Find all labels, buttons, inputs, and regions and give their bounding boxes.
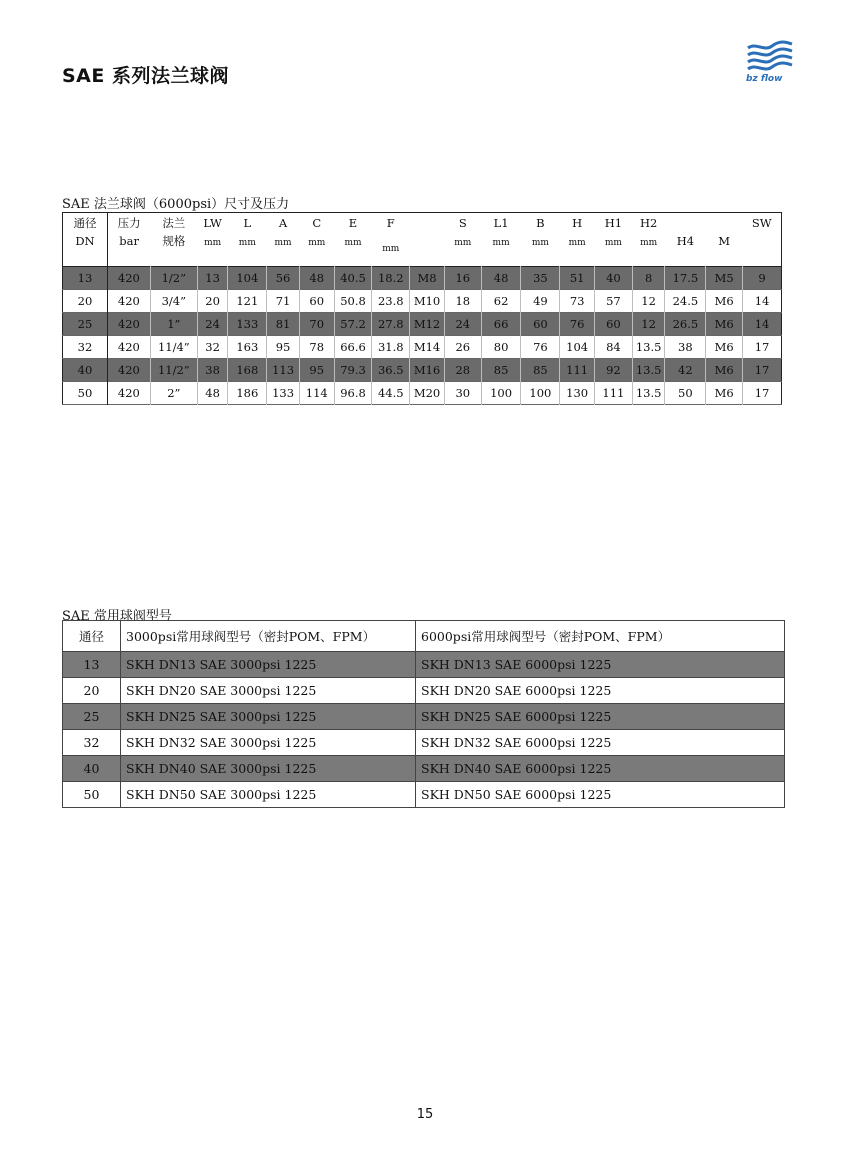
table-cell: M16 bbox=[410, 359, 445, 382]
table-cell: M6 bbox=[706, 313, 743, 336]
table-row bbox=[63, 782, 785, 808]
table-cell: 78 bbox=[299, 336, 334, 359]
table-cell: 130 bbox=[560, 382, 595, 405]
table-cell: 168 bbox=[228, 359, 267, 382]
table-cell: 1/2” bbox=[150, 267, 197, 290]
table-cell: 114 bbox=[299, 382, 334, 405]
table-cell: 24 bbox=[444, 313, 481, 336]
table-cell: 60 bbox=[521, 313, 560, 336]
dn-cell: 20 bbox=[63, 678, 121, 704]
header-label: B bbox=[536, 216, 545, 230]
model-cell: SKH DN20 SAE 3000psi 1225 bbox=[121, 678, 416, 704]
table-cell: 111 bbox=[595, 382, 633, 405]
header-label: H2 bbox=[639, 216, 658, 230]
table-cell: 113 bbox=[267, 359, 300, 382]
dimension-header-cell bbox=[107, 213, 150, 267]
dimension-header-cell bbox=[334, 213, 372, 267]
model-table bbox=[62, 620, 785, 808]
header-unit: DN bbox=[75, 234, 95, 248]
table-cell: 16 bbox=[444, 267, 481, 290]
table-cell: 81 bbox=[267, 313, 300, 336]
header-unit: mm bbox=[382, 244, 400, 254]
header-unit: mm bbox=[604, 238, 622, 248]
table-cell: 20 bbox=[197, 290, 228, 313]
dimension-table-caption: SAE 法兰球阀（6000psi）尺寸及压力 bbox=[62, 197, 290, 212]
dimension-header-cell bbox=[63, 213, 108, 267]
table-row bbox=[63, 678, 785, 704]
table-cell: M6 bbox=[706, 359, 743, 382]
model-header-cell: 通径 bbox=[63, 621, 121, 652]
dimension-header-cell bbox=[743, 213, 782, 267]
model-table-header bbox=[63, 621, 785, 652]
dimension-header-cell bbox=[267, 213, 300, 267]
table-cell: 1” bbox=[150, 313, 197, 336]
table-cell: 85 bbox=[521, 359, 560, 382]
table-cell: 133 bbox=[228, 313, 267, 336]
dimension-table bbox=[62, 212, 782, 405]
table-cell: 11/2” bbox=[150, 359, 197, 382]
wave-logo-icon bbox=[744, 40, 796, 74]
dimension-header-cell bbox=[665, 213, 706, 267]
table-cell: M14 bbox=[410, 336, 445, 359]
table-row bbox=[63, 313, 782, 336]
model-header-cell: 3000psi常用球阀型号（密封POM、FPM） bbox=[121, 621, 416, 652]
table-cell: 104 bbox=[228, 267, 267, 290]
table-cell: 48 bbox=[299, 267, 334, 290]
header-label: L1 bbox=[493, 216, 509, 230]
table-cell: 28 bbox=[444, 359, 481, 382]
table-row bbox=[63, 382, 782, 405]
table-cell: M20 bbox=[410, 382, 445, 405]
table-row bbox=[63, 756, 785, 782]
header-unit: mm bbox=[531, 238, 549, 248]
table-cell: 14 bbox=[743, 313, 782, 336]
table-cell: 420 bbox=[107, 336, 150, 359]
dimension-header-cell bbox=[481, 213, 521, 267]
header-unit: mm bbox=[238, 238, 256, 248]
header-unit: mm bbox=[568, 238, 586, 248]
table-row bbox=[63, 290, 782, 313]
header-label: E bbox=[348, 216, 358, 230]
table-cell: M12 bbox=[410, 313, 445, 336]
table-cell: 2” bbox=[150, 382, 197, 405]
header-unit: mm bbox=[454, 238, 472, 248]
table-cell: 17.5 bbox=[665, 267, 706, 290]
header-label: A bbox=[278, 216, 288, 230]
table-cell: M6 bbox=[706, 290, 743, 313]
table-cell: 100 bbox=[521, 382, 560, 405]
dn-cell: 50 bbox=[77, 386, 93, 400]
header-unit: mm bbox=[344, 238, 362, 248]
table-cell: 60 bbox=[595, 313, 633, 336]
table-cell: 27.8 bbox=[372, 313, 410, 336]
table-cell: 73 bbox=[560, 290, 595, 313]
table-row bbox=[63, 359, 782, 382]
header-unit: mm bbox=[640, 238, 658, 248]
table-cell: 3/4” bbox=[150, 290, 197, 313]
table-cell: 12 bbox=[632, 290, 665, 313]
header-label: L bbox=[243, 216, 252, 230]
table-cell: 186 bbox=[228, 382, 267, 405]
dimension-header-cell bbox=[372, 213, 410, 267]
table-cell: 17 bbox=[743, 382, 782, 405]
dimension-header-cell bbox=[197, 213, 228, 267]
table-cell: 420 bbox=[107, 359, 150, 382]
table-cell: 24.5 bbox=[665, 290, 706, 313]
logo-text: bz flow bbox=[746, 74, 783, 84]
table-cell: 76 bbox=[560, 313, 595, 336]
model-cell: SKH DN40 SAE 3000psi 1225 bbox=[121, 756, 416, 782]
dn-cell: 40 bbox=[63, 359, 108, 382]
table-cell: 30 bbox=[444, 382, 481, 405]
header-unit: M bbox=[718, 234, 731, 248]
table-row bbox=[63, 704, 785, 730]
table-cell: 12 bbox=[632, 313, 665, 336]
dimension-table-header bbox=[63, 213, 782, 267]
table-cell: 32 bbox=[197, 336, 228, 359]
table-cell: 57.2 bbox=[334, 313, 372, 336]
page-number: 15 bbox=[416, 1107, 434, 1122]
table-cell: 51 bbox=[560, 267, 595, 290]
table-cell: 50 bbox=[665, 382, 706, 405]
dn-cell: 32 bbox=[77, 340, 93, 354]
header-unit: mm bbox=[274, 238, 292, 248]
dimension-header-cell bbox=[410, 213, 445, 267]
dn-cell: 20 bbox=[77, 294, 93, 308]
table-row bbox=[63, 730, 785, 756]
table-cell: 9 bbox=[743, 267, 782, 290]
table-cell: 85 bbox=[481, 359, 521, 382]
model-table-caption: SAE 常用球阀型号 bbox=[62, 609, 172, 624]
table-cell: 18.2 bbox=[372, 267, 410, 290]
table-cell: 133 bbox=[267, 382, 300, 405]
table-cell: 92 bbox=[595, 359, 633, 382]
model-cell: SKH DN40 SAE 6000psi 1225 bbox=[416, 756, 785, 782]
dimension-header-cell bbox=[595, 213, 633, 267]
model-cell: SKH DN50 SAE 3000psi 1225 bbox=[121, 782, 416, 808]
table-cell: 26 bbox=[444, 336, 481, 359]
table-cell: 100 bbox=[481, 382, 521, 405]
table-cell: 49 bbox=[521, 290, 560, 313]
page-title: SAE 系列法兰球阀 bbox=[62, 65, 229, 87]
header-label: H bbox=[572, 216, 583, 230]
table-cell: 48 bbox=[481, 267, 521, 290]
table-cell: 111 bbox=[560, 359, 595, 382]
table-cell: 8 bbox=[632, 267, 665, 290]
model-header-cell: 6000psi常用球阀型号（密封POM、FPM） bbox=[416, 621, 785, 652]
model-cell: SKH DN50 SAE 6000psi 1225 bbox=[416, 782, 785, 808]
header-unit: bar bbox=[119, 234, 139, 248]
table-cell: 66.6 bbox=[334, 336, 372, 359]
dn-cell: 25 bbox=[63, 313, 108, 336]
table-cell: 420 bbox=[107, 313, 150, 336]
table-cell: 26.5 bbox=[665, 313, 706, 336]
table-cell: 48 bbox=[197, 382, 228, 405]
dn-cell: 50 bbox=[63, 782, 121, 808]
table-cell: 420 bbox=[107, 267, 150, 290]
table-cell: 121 bbox=[228, 290, 267, 313]
table-cell: 17 bbox=[743, 359, 782, 382]
table-cell: 66 bbox=[481, 313, 521, 336]
model-cell: SKH DN32 SAE 3000psi 1225 bbox=[121, 730, 416, 756]
table-cell: 17 bbox=[743, 336, 782, 359]
table-cell: 96.8 bbox=[334, 382, 372, 405]
table-cell: 70 bbox=[299, 313, 334, 336]
bzflow-logo bbox=[744, 40, 796, 86]
header-label: SW bbox=[751, 216, 772, 230]
table-cell: 80 bbox=[481, 336, 521, 359]
table-cell: 420 bbox=[107, 382, 150, 405]
dimension-header-cell bbox=[632, 213, 665, 267]
table-cell: M10 bbox=[410, 290, 445, 313]
header-label: 压力 bbox=[117, 216, 141, 230]
table-cell: 11/4” bbox=[150, 336, 197, 359]
table-cell: 40 bbox=[595, 267, 633, 290]
model-cell: SKH DN25 SAE 3000psi 1225 bbox=[121, 704, 416, 730]
table-cell: 79.3 bbox=[334, 359, 372, 382]
table-cell: M6 bbox=[706, 336, 743, 359]
dn-cell: 13 bbox=[63, 267, 108, 290]
table-cell: 38 bbox=[197, 359, 228, 382]
model-cell: SKH DN13 SAE 6000psi 1225 bbox=[416, 652, 785, 678]
table-cell: 23.8 bbox=[372, 290, 410, 313]
dn-cell: 25 bbox=[63, 704, 121, 730]
table-cell: 44.5 bbox=[372, 382, 410, 405]
table-cell: 56 bbox=[267, 267, 300, 290]
table-cell: 13.5 bbox=[632, 382, 665, 405]
table-cell: 36.5 bbox=[372, 359, 410, 382]
header-unit: 规格 bbox=[162, 234, 186, 248]
dimension-header-cell bbox=[560, 213, 595, 267]
model-cell: SKH DN32 SAE 6000psi 1225 bbox=[416, 730, 785, 756]
model-cell: SKH DN13 SAE 3000psi 1225 bbox=[121, 652, 416, 678]
header-unit: mm bbox=[308, 238, 326, 248]
header-unit: mm bbox=[204, 238, 222, 248]
table-row bbox=[63, 336, 782, 359]
model-cell: SKH DN20 SAE 6000psi 1225 bbox=[416, 678, 785, 704]
header-label: C bbox=[312, 216, 322, 230]
table-cell: 420 bbox=[107, 290, 150, 313]
table-cell: 42 bbox=[665, 359, 706, 382]
table-cell: 14 bbox=[743, 290, 782, 313]
table-cell: 38 bbox=[665, 336, 706, 359]
table-cell: M5 bbox=[706, 267, 743, 290]
table-cell: 24 bbox=[197, 313, 228, 336]
header-label: F bbox=[386, 216, 395, 230]
dimension-header-cell bbox=[444, 213, 481, 267]
table-cell: 104 bbox=[560, 336, 595, 359]
dimension-header-cell bbox=[521, 213, 560, 267]
dimension-header-cell bbox=[299, 213, 334, 267]
table-cell: 35 bbox=[521, 267, 560, 290]
dimension-header-cell bbox=[706, 213, 743, 267]
dimension-header-cell bbox=[228, 213, 267, 267]
dimension-header-cell bbox=[150, 213, 197, 267]
table-cell: 62 bbox=[481, 290, 521, 313]
header-label: S bbox=[458, 216, 467, 230]
header-unit: H4 bbox=[676, 234, 695, 248]
dn-cell: 32 bbox=[63, 730, 121, 756]
header-label: 法兰 bbox=[162, 216, 186, 230]
table-row bbox=[63, 267, 782, 290]
table-cell: 76 bbox=[521, 336, 560, 359]
dn-cell: 40 bbox=[63, 756, 121, 782]
table-row bbox=[63, 652, 785, 678]
dn-cell: 13 bbox=[63, 652, 121, 678]
header-unit: mm bbox=[492, 238, 510, 248]
header-label: H1 bbox=[604, 216, 623, 230]
header-label: 通径 bbox=[73, 216, 97, 230]
header-label: LW bbox=[203, 216, 222, 230]
table-cell: 60 bbox=[299, 290, 334, 313]
table-cell: 18 bbox=[444, 290, 481, 313]
model-cell: SKH DN25 SAE 6000psi 1225 bbox=[416, 704, 785, 730]
table-cell: 71 bbox=[267, 290, 300, 313]
table-cell: 13 bbox=[197, 267, 228, 290]
table-cell: 163 bbox=[228, 336, 267, 359]
table-cell: M6 bbox=[706, 382, 743, 405]
table-cell: 57 bbox=[595, 290, 633, 313]
table-cell: M8 bbox=[410, 267, 445, 290]
table-cell: 40.5 bbox=[334, 267, 372, 290]
table-cell: 50.8 bbox=[334, 290, 372, 313]
table-cell: 84 bbox=[595, 336, 633, 359]
table-cell: 13.5 bbox=[632, 336, 665, 359]
table-cell: 95 bbox=[267, 336, 300, 359]
table-cell: 31.8 bbox=[372, 336, 410, 359]
table-cell: 95 bbox=[299, 359, 334, 382]
table-cell: 13.5 bbox=[632, 359, 665, 382]
